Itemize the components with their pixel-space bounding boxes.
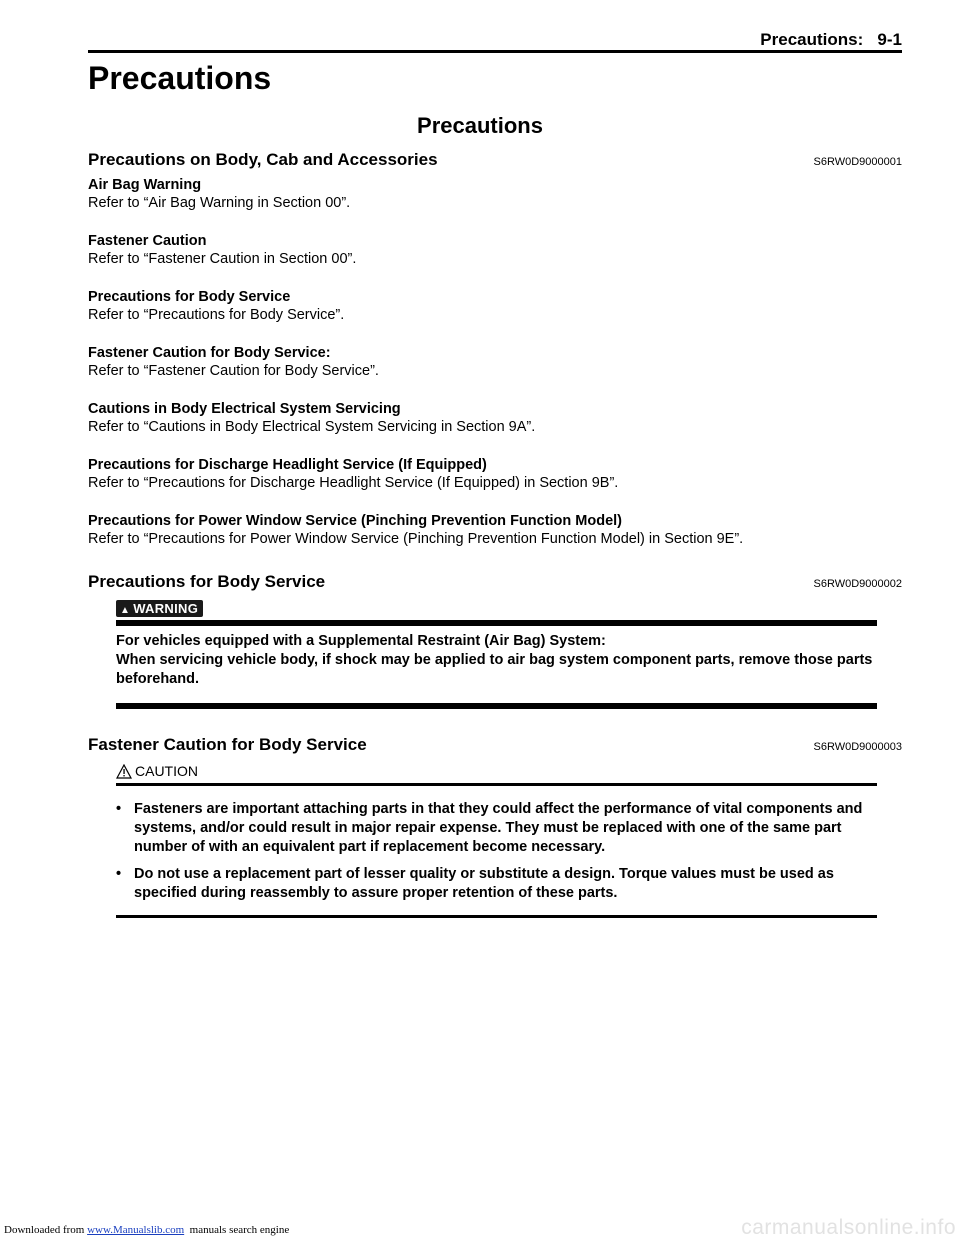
reference-text: Refer to “Fastener Caution in Section 00”. xyxy=(88,251,357,267)
footer xyxy=(4,1224,289,1236)
reference-item xyxy=(88,232,902,268)
caution-triangle-icon xyxy=(116,764,132,779)
caution-list xyxy=(116,786,877,915)
block-fastener-caution xyxy=(88,735,902,918)
reference-text: Refer to “Precautions for Discharge Headlight Service (If Equipped) in Section 9B”. xyxy=(88,475,619,491)
reference-item xyxy=(88,512,902,548)
reference-title: Precautions for Body Service xyxy=(88,289,291,305)
footer-suffix: manuals search engine xyxy=(184,1224,290,1236)
reference-item xyxy=(88,456,902,492)
reference-title: Air Bag Warning xyxy=(88,177,202,193)
reference-list xyxy=(88,176,902,548)
heading-body-cab-accessories: Precautions on Body, Cab and Accessories xyxy=(88,150,438,169)
reference-text: Refer to “Precautions for Power Window Service (Pinching Prevention Function Model) in Section 9E”. xyxy=(88,531,744,547)
reference-text: Refer to “Cautions in Body Electrical System Servicing in Section 9A”. xyxy=(88,419,536,435)
bullet-dot-icon: • xyxy=(116,801,122,817)
header-rule xyxy=(88,50,902,53)
doc-code: S6RW0D9000002 xyxy=(813,578,902,590)
caution-label: CAUTION xyxy=(135,763,198,779)
reference-title: Fastener Caution for Body Service: xyxy=(88,345,331,361)
footer-prefix: Downloaded from xyxy=(4,1224,88,1236)
warning-badge xyxy=(116,600,203,617)
content xyxy=(88,150,902,918)
heading-row xyxy=(88,572,902,592)
caution-bullet xyxy=(116,800,877,857)
doc-code: S6RW0D9000003 xyxy=(813,741,902,753)
reference-title: Precautions for Power Window Service (Pinching Prevention Function Model) xyxy=(88,513,623,529)
warning-text xyxy=(116,626,877,703)
heading-body-service: Precautions for Body Service xyxy=(88,572,326,591)
reference-text: Refer to “Air Bag Warning in Section 00”. xyxy=(88,195,351,211)
page-header-title: Precautions: 9-1 xyxy=(760,30,902,49)
watermark: carmanualsonline.info xyxy=(741,1216,956,1239)
warning-label: WARNING xyxy=(133,601,199,616)
block-body-service xyxy=(88,572,902,709)
heading-row xyxy=(88,150,902,170)
caution-bullet xyxy=(116,865,877,903)
warning-line: For vehicles equipped with a Supplemental Restraint (Air Bag) System: xyxy=(116,633,606,649)
doc-code: S6RW0D9000001 xyxy=(813,156,902,168)
reference-text: Refer to “Fastener Caution for Body Service”. xyxy=(88,363,379,379)
reference-text: Refer to “Precautions for Body Service”. xyxy=(88,307,345,323)
warning-line: When servicing vehicle body, if shock may be applied to air bag system component parts, remove those parts beforehand. xyxy=(116,652,873,687)
heading-fastener-caution: Fastener Caution for Body Service xyxy=(88,735,367,754)
reference-item xyxy=(88,176,902,212)
caution-header xyxy=(116,763,877,779)
reference-title: Precautions for Discharge Headlight Service (If Equipped) xyxy=(88,457,487,473)
bullet-dot-icon: • xyxy=(116,866,122,882)
heading-row xyxy=(88,735,902,755)
warning-triangle-icon: ▲ xyxy=(120,605,131,616)
sub-title: Precautions xyxy=(417,113,543,138)
caution-bullet-text: Do not use a replacement part of lesser quality or substitute a design. Torque values must be used as specified during reassembly to assure proper retention of these parts. xyxy=(134,866,834,901)
caution-bullet-text: Fasteners are important attaching parts in that they could affect the performance of vital components and systems, and/or could result in major repair expense. They must be replaced with one of the same part number of with an equivalent part if replacement become necessary. xyxy=(134,801,863,855)
footer-link[interactable]: www.Manualslib.com xyxy=(87,1224,185,1236)
reference-item xyxy=(88,400,902,436)
reference-item xyxy=(88,344,902,380)
block-body-cab-accessories xyxy=(88,150,902,548)
reference-title: Cautions in Body Electrical System Servicing xyxy=(88,401,401,417)
reference-item xyxy=(88,288,902,324)
warning-bottom-rule xyxy=(116,703,877,709)
warning-box xyxy=(116,600,877,709)
caution-bottom-rule xyxy=(116,915,877,918)
caution-box xyxy=(116,763,877,918)
section-title: Precautions xyxy=(88,60,272,96)
reference-title: Fastener Caution xyxy=(88,233,207,249)
